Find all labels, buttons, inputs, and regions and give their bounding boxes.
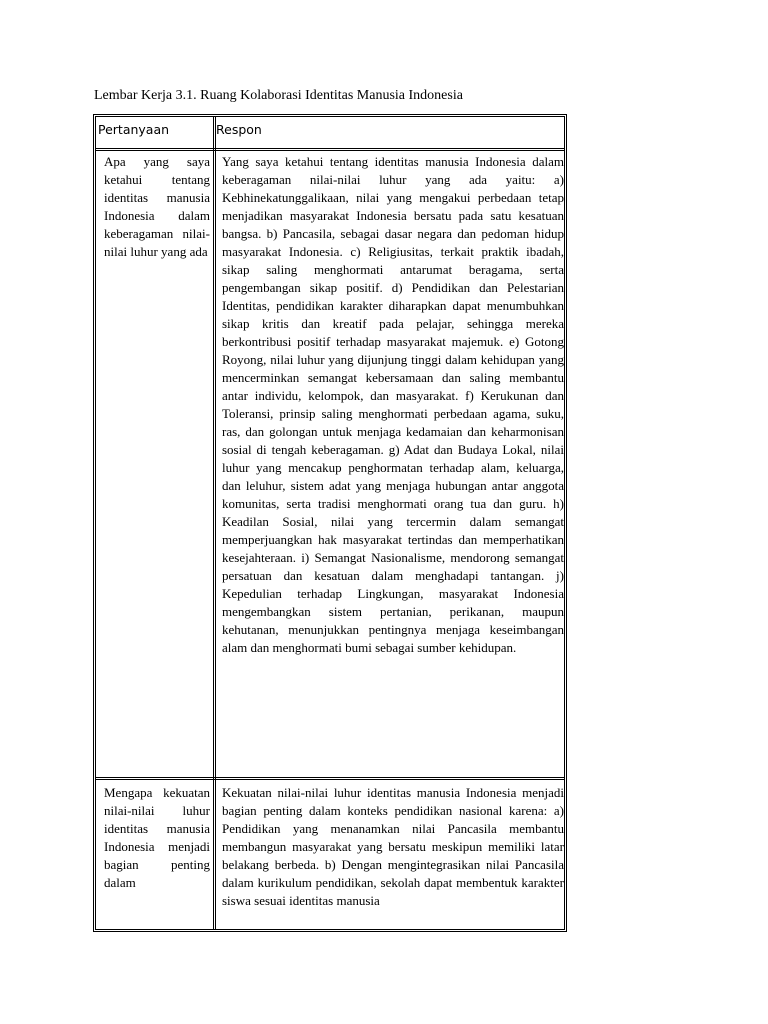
question-cell: Mengapa kekuatan nilai-nilai luhur identitas manusia Indonesia menjadi bagian penting dalam [104,785,210,890]
table-row [96,780,564,932]
table-header-row [96,117,564,151]
response-cell: Yang saya ketahui tentang identitas manusia Indonesia dalam keberagaman nilai-nilai luhur yang ada yaitu: a) Kebhinekatunggalikaan, nilai yang mengakui perbedaan tetap menjadikan masyarakat Indonesia bersatu pada satu kesatuan bangsa. b) Pancasila, sebagai dasar negara dan pedoman hidup masyarakat Indonesia. c) Religiusitas, terkait praktik ibadah, sikap saling menghormati antarumat beragama, serta pengembangan sikap positif. d) Pendidikan dan Pelestarian Identitas, pendidikan karakter diharapkan dapat menumbuhkan sikap kritis dan kreatif pada pelajar, sehingga mereka berkontribusi positif terhadap masyarakat majemuk. e) Gotong Royong, nilai luhur yang dijunjung tinggi dalam kehidupan yang mencerminkan semangat kebersamaan dan saling membantu antar individu, kelompok, dan masyarakat. f) Kerukunan dan Toleransi, prinsip saling menghormati perbedaan agama, suku, ras, dan golongan untuk menjaga kedamaian dan keharmonisan sosial di tengah keberagaman. g) Adat dan Budaya Lokal, nilai luhur yang mencakup penghormatan terhadap alam, keluarga, dan leluhur, sistem adat yang menjaga hubungan antar anggota komunitas, serta tradisi menghormati orang tua dan guru. h) Keadilan Sosial, nilai yang tercermin dalam semangat memperjuangkan hak masyarakat tertindas dan memperhatikan kesejahteraan. i) Semangat Nasionalisme, mendorong semangat persatuan dan kesatuan dalam menghadapi tantangan. j) Kepedulian terhadap Lingkungan, masyarakat Indonesia mengembangkan sistem pertanian, perikanan, maupun kehutanan, menunjukkan pentingnya menjaga keseimbangan alam dan menghormati bumi sebagai sumber kehidupan. [222,154,564,655]
header-response: Respon [216,122,262,137]
response-cell: Kekuatan nilai-nilai luhur identitas manusia Indonesia menjadi bagian penting dalam konteks pendidikan nasional karena: a) Pendidikan yang menanamkan nilai Pancasila membantu membangun masyarakat yang bersatu meskipun memiliki latar belakang berbeda. b) Dengan mengintegrasikan nilai Pancasila dalam kurikulum pendidikan, sekolah dapat membentuk karakter siswa sesuai identitas manusia [222,785,564,908]
table-row [96,151,564,780]
worksheet-table [93,114,567,932]
question-cell: Apa yang saya ketahui tentang identitas manusia Indonesia dalam keberagaman nilai-nilai luhur yang ada [104,154,210,259]
header-question: Pertanyaan [98,122,170,137]
page-title: Lembar Kerja 3.1. Ruang Kolaborasi Identitas Manusia Indonesia [94,88,463,103]
